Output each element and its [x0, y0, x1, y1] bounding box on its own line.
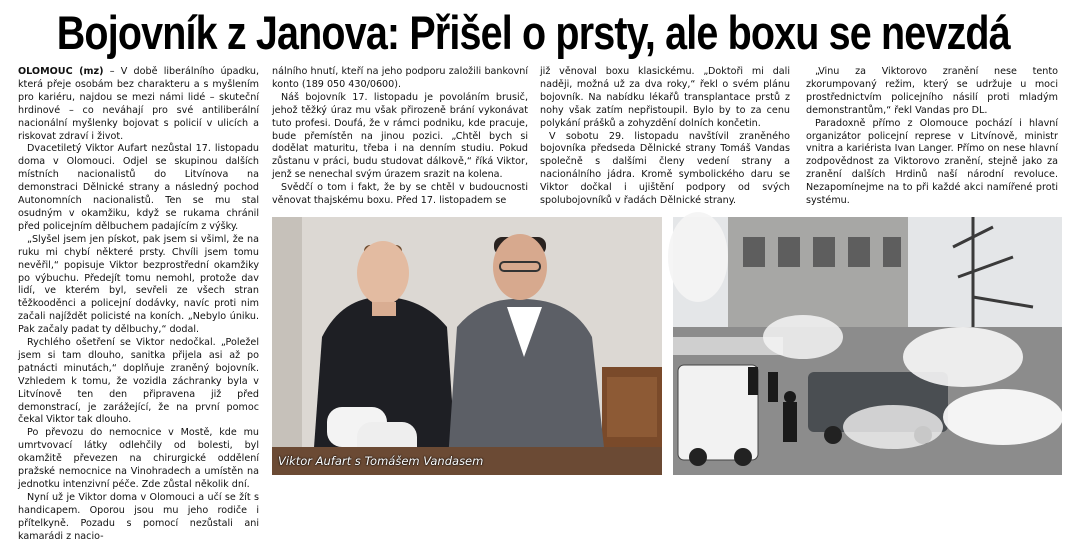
- paragraph: [18, 66, 259, 143]
- headline-banner: [0, 2, 1066, 62]
- portrait-photo-image: [272, 217, 662, 475]
- paragraph-text: – V době liberálního úpadku, která přeje osobám bez charakteru a s myšlením pro kariéru, najdou se mezi námi lidé – skuteční hrdinové – co neváhají pro své antiliberální nacionální myšlenky bojovat s policií v ulicích a riskovat zdraví i život.: [18, 66, 259, 142]
- photo-caption: Viktor Aufart s Tomášem Vandasem: [278, 454, 484, 468]
- paragraph: „Slyšel jsem jen pískot, pak jsem si všiml, že na ruku mi chybí některé prsty. Chvíli jsem tomu nevěřil,“ popisuje Viktor bezprostřední okamžiky po výbuchu. Předejít tomu nemohl, protože dav lidí, ve kterém byl, sevřeli ze všech stran těžkooděnci a policejní dodávky, navíc proti nim začali najíždět policisté na koních. „Nebylo úniku. Pak začaly padat ty dělbuchy,“ dodal.: [18, 233, 259, 336]
- paragraph: Náš bojovník 17. listopadu je povoláním brusič, jehož těžký úraz mu však přirozeně brání vykonávat tuto profesi. Doufá, že v rámci podniku, kde pracuje, bude přemístěn na jinou pozici. „Chtěl bych si dodělat maturitu, třeba i na denním studiu. Pokud zůstanu v práci, budu studovat dálkově,“ říká Viktor, jenž se nenechal svým úrazem srazit na kolena.: [272, 91, 528, 181]
- portrait-photo: [272, 217, 662, 475]
- paragraph: nálního hnutí, kteří na jeho podporu založili bankovní konto (189 050 430/0600).: [272, 66, 528, 90]
- dateline: OLOMOUC (mz): [18, 66, 104, 77]
- paragraph: V sobotu 29. listopadu navštívil zraněného bojovníka předseda Dělnické strany Tomáš Vandas společně s dalšími členy vedení strany a nacionálního jádra. Kromě symbolického daru se Viktor dočkal i ujištění podpory od svých spolubojovníků v řadách Dělnické strany.: [540, 130, 790, 207]
- article-column-4: [806, 66, 1058, 212]
- paragraph: Po převozu do nemocnice v Mostě, kde mu umrtvovací látky odlehčily od bolesti, byl okamžitě převezen na chirurgické oddělení pražské nemocnice na Vinohradech a umístěn na jednotku intenzivní péče. Zde zůstal několik dní.: [18, 427, 259, 490]
- article-column-3: [540, 66, 790, 212]
- article-column-1: [18, 66, 259, 542]
- paragraph: Dvacetiletý Viktor Aufart nezůstal 17. listopadu doma v Olomouci. Odjel se skupinou dalších místních nacionalistů do Litvínova na demonstraci Dělnické strany a následný pochod Autonomních nacionalistů. Ten se mu stal osudným v okamžiku, když se rukama chránil před policejním dělbuchem padajícím z výšky.: [18, 143, 259, 232]
- article-column-2: [272, 66, 528, 212]
- paragraph: Svědčí o tom i fakt, že by se chtěl v budoucnosti věnovat thajskému boxu. Před 17. listopadem se: [272, 182, 528, 207]
- paragraph: Rychlého ošetření se Viktor nedočkal. „Poležel jsem si tam dlouho, sanitka přijela asi až po patnácti minutách,“ doplňuje zraněný bojovník. Vzhledem k tomu, že vozidla záchranky byla v Litvínově ten den připravena již před demonstrací, je zarážející, že na první pomoc čekal Viktor tak dlouho.: [18, 337, 259, 426]
- article-headline: Bojovník z Janova: Přišel o prsty, ale boxu se nevzdá: [56, 5, 1010, 59]
- paragraph: „Vinu za Viktorovo zranění nese tento zkorumpovaný režim, který se udržuje u moci prostřednictvím policejního násilí proti mladým demonstrantům,“ řekl Vandas pro DL.: [806, 66, 1058, 116]
- riot-scene-photo: [673, 217, 1062, 475]
- riot-scene-photo-image: [673, 217, 1062, 475]
- paragraph: Nyní už je Viktor doma v Olomouci a učí se žít s handicapem. Oporou jsou mu jeho rodiče i přítelkyně. Pozadu s pomocí nezůstali ani kamarádi z nacio-: [18, 491, 259, 542]
- paragraph: Paradoxně přímo z Olomouce pochází i hlavní organizátor policejní represe v Litvínově, ministr vnitra a kariérista Ivan Langer. Přímo on nese hlavní zodpovědnost za Viktorovo zranění, stejně jako za zranění dalších Hrdinů naší národní revoluce. Nezapomínejme na to při každé akci namířené proti systému.: [806, 117, 1058, 207]
- paragraph: již věnoval boxu klasickému. „Doktoři mi dali naději, možná už za dva roky,“ řekl o svém plánu bojovník. Na nabídku lékařů transplantace prstů z nohy však zatím nepřistoupil. Bylo by to za cenu polykání prášků a zohyzdění dolních končetin.: [540, 66, 790, 129]
